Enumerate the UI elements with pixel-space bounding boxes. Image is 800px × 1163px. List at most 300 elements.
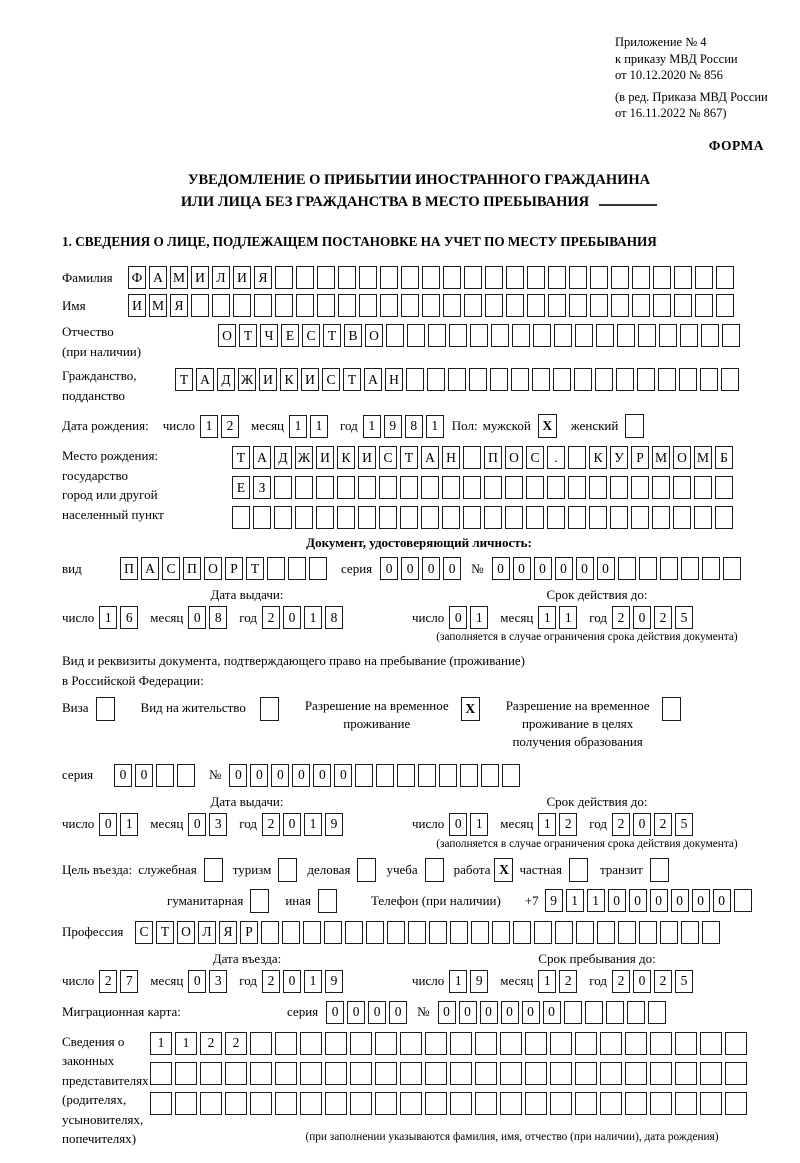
char-box[interactable]: 1 [470, 813, 488, 836]
char-box[interactable] [673, 476, 691, 499]
char-box[interactable]: 0 [449, 813, 467, 836]
char-box[interactable]: 0 [334, 764, 352, 787]
char-box[interactable] [553, 368, 571, 391]
char-box[interactable] [490, 368, 508, 391]
char-box[interactable] [534, 921, 552, 944]
char-box[interactable]: 1 [470, 606, 488, 629]
char-box[interactable]: 1 [304, 813, 322, 836]
char-box[interactable] [511, 368, 529, 391]
char-box[interactable]: 0 [368, 1001, 386, 1024]
char-box[interactable] [625, 1092, 647, 1115]
char-box[interactable]: 0 [188, 970, 206, 993]
char-box[interactable]: 2 [654, 970, 672, 993]
char-box[interactable] [681, 921, 699, 944]
char-box[interactable]: С [135, 921, 153, 944]
char-box[interactable] [439, 764, 457, 787]
char-box[interactable] [406, 368, 424, 391]
char-box[interactable]: 2 [559, 813, 577, 836]
char-box[interactable] [156, 764, 174, 787]
char-box[interactable] [274, 476, 292, 499]
char-box[interactable] [512, 324, 530, 347]
char-box[interactable] [673, 506, 691, 529]
char-box[interactable] [379, 506, 397, 529]
char-box[interactable]: К [280, 368, 298, 391]
char-box[interactable]: 0 [438, 1001, 456, 1024]
char-box[interactable] [421, 506, 439, 529]
char-box[interactable] [725, 1092, 747, 1115]
char-box[interactable]: 1 [449, 970, 467, 993]
char-box[interactable] [618, 557, 636, 580]
char-box[interactable]: Т [239, 324, 257, 347]
char-box[interactable] [500, 1032, 522, 1055]
purpose-tourism-checkbox[interactable] [278, 858, 297, 882]
char-box[interactable] [460, 764, 478, 787]
char-box[interactable]: 8 [325, 606, 343, 629]
char-box[interactable]: 5 [675, 970, 693, 993]
char-box[interactable]: 1 [426, 415, 444, 438]
char-box[interactable]: 9 [384, 415, 402, 438]
char-box[interactable] [575, 1032, 597, 1055]
char-box[interactable] [660, 921, 678, 944]
char-box[interactable] [397, 764, 415, 787]
char-box[interactable]: О [218, 324, 236, 347]
char-box[interactable] [359, 266, 377, 289]
char-box[interactable] [585, 1001, 603, 1024]
char-box[interactable] [547, 506, 565, 529]
char-box[interactable]: 2 [262, 606, 280, 629]
char-box[interactable] [625, 1032, 647, 1055]
char-box[interactable]: С [379, 446, 397, 469]
char-box[interactable]: А [149, 266, 167, 289]
char-box[interactable]: 0 [326, 1001, 344, 1024]
char-box[interactable]: 1 [538, 813, 556, 836]
char-box[interactable] [484, 506, 502, 529]
char-box[interactable] [355, 764, 373, 787]
char-box[interactable] [625, 1062, 647, 1085]
char-box[interactable] [261, 921, 279, 944]
char-box[interactable]: М [170, 266, 188, 289]
char-box[interactable] [648, 1001, 666, 1024]
char-box[interactable]: 1 [120, 813, 138, 836]
char-box[interactable]: 1 [538, 970, 556, 993]
char-box[interactable]: 0 [713, 889, 731, 912]
char-box[interactable] [525, 1092, 547, 1115]
char-box[interactable]: 5 [675, 813, 693, 836]
char-box[interactable] [694, 476, 712, 499]
char-box[interactable] [695, 266, 713, 289]
char-box[interactable]: Н [442, 446, 460, 469]
char-box[interactable] [464, 294, 482, 317]
visa-checkbox[interactable] [96, 697, 115, 721]
char-box[interactable] [250, 1062, 272, 1085]
char-box[interactable] [400, 1062, 422, 1085]
char-box[interactable]: 1 [559, 606, 577, 629]
char-box[interactable] [702, 921, 720, 944]
char-box[interactable]: 2 [612, 813, 630, 836]
char-box[interactable]: О [505, 446, 523, 469]
char-box[interactable]: Т [246, 557, 264, 580]
char-box[interactable] [533, 324, 551, 347]
char-box[interactable] [675, 1092, 697, 1115]
char-box[interactable] [400, 1032, 422, 1055]
char-box[interactable] [527, 266, 545, 289]
char-box[interactable]: Е [281, 324, 299, 347]
char-box[interactable] [380, 266, 398, 289]
char-box[interactable]: Б [715, 446, 733, 469]
temporary-residence-education-checkbox[interactable] [662, 697, 681, 721]
char-box[interactable]: 0 [347, 1001, 365, 1024]
char-box[interactable] [680, 324, 698, 347]
char-box[interactable]: 0 [692, 889, 710, 912]
char-box[interactable] [324, 921, 342, 944]
char-box[interactable]: Т [175, 368, 193, 391]
char-box[interactable] [492, 921, 510, 944]
char-box[interactable] [464, 266, 482, 289]
char-box[interactable] [485, 294, 503, 317]
char-box[interactable]: 2 [221, 415, 239, 438]
char-box[interactable] [548, 266, 566, 289]
char-box[interactable] [700, 1032, 722, 1055]
char-box[interactable] [443, 294, 461, 317]
char-box[interactable] [380, 294, 398, 317]
char-box[interactable] [274, 506, 292, 529]
char-box[interactable] [425, 1062, 447, 1085]
char-box[interactable] [575, 324, 593, 347]
char-box[interactable]: Т [343, 368, 361, 391]
char-box[interactable]: 1 [566, 889, 584, 912]
char-box[interactable] [250, 1092, 272, 1115]
char-box[interactable] [569, 266, 587, 289]
char-box[interactable]: 0 [401, 557, 419, 580]
char-box[interactable] [568, 506, 586, 529]
char-box[interactable]: 0 [292, 764, 310, 787]
char-box[interactable] [150, 1092, 172, 1115]
char-box[interactable]: 7 [120, 970, 138, 993]
char-box[interactable] [448, 368, 466, 391]
char-box[interactable]: . [547, 446, 565, 469]
char-box[interactable]: 0 [422, 557, 440, 580]
char-box[interactable] [233, 294, 251, 317]
char-box[interactable] [702, 557, 720, 580]
char-box[interactable]: Ж [295, 446, 313, 469]
char-box[interactable] [350, 1032, 372, 1055]
char-box[interactable] [317, 266, 335, 289]
char-box[interactable] [275, 1032, 297, 1055]
char-box[interactable]: М [149, 294, 167, 317]
char-box[interactable] [225, 1062, 247, 1085]
char-box[interactable] [421, 476, 439, 499]
char-box[interactable] [505, 506, 523, 529]
char-box[interactable] [303, 921, 321, 944]
char-box[interactable]: А [421, 446, 439, 469]
char-box[interactable]: 2 [612, 606, 630, 629]
char-box[interactable]: 2 [612, 970, 630, 993]
char-box[interactable] [491, 324, 509, 347]
char-box[interactable] [425, 1092, 447, 1115]
char-box[interactable] [715, 476, 733, 499]
char-box[interactable] [427, 368, 445, 391]
char-box[interactable] [674, 294, 692, 317]
char-box[interactable] [716, 294, 734, 317]
char-box[interactable]: И [316, 446, 334, 469]
char-box[interactable]: Я [254, 266, 272, 289]
purpose-work-checkbox[interactable]: X [494, 858, 513, 882]
char-box[interactable]: 2 [654, 606, 672, 629]
char-box[interactable] [575, 1062, 597, 1085]
char-box[interactable] [337, 506, 355, 529]
char-box[interactable] [325, 1062, 347, 1085]
char-box[interactable] [701, 324, 719, 347]
char-box[interactable]: Л [198, 921, 216, 944]
char-box[interactable] [375, 1092, 397, 1115]
char-box[interactable] [375, 1032, 397, 1055]
char-box[interactable] [449, 324, 467, 347]
char-box[interactable]: О [204, 557, 222, 580]
char-box[interactable]: 0 [633, 970, 651, 993]
char-box[interactable]: 0 [271, 764, 289, 787]
char-box[interactable]: 0 [188, 813, 206, 836]
char-box[interactable] [500, 1062, 522, 1085]
char-box[interactable] [631, 476, 649, 499]
char-box[interactable] [526, 506, 544, 529]
char-box[interactable] [191, 294, 209, 317]
char-box[interactable]: 2 [262, 970, 280, 993]
char-box[interactable]: 0 [608, 889, 626, 912]
purpose-private-checkbox[interactable] [569, 858, 588, 882]
char-box[interactable]: 1 [289, 415, 307, 438]
char-box[interactable] [325, 1032, 347, 1055]
char-box[interactable]: С [526, 446, 544, 469]
char-box[interactable] [618, 921, 636, 944]
char-box[interactable] [275, 294, 293, 317]
purpose-transit-checkbox[interactable] [650, 858, 669, 882]
char-box[interactable]: И [259, 368, 277, 391]
char-box[interactable] [555, 921, 573, 944]
char-box[interactable] [442, 476, 460, 499]
char-box[interactable] [550, 1062, 572, 1085]
char-box[interactable] [700, 1092, 722, 1115]
char-box[interactable] [177, 764, 195, 787]
char-box[interactable] [253, 506, 271, 529]
char-box[interactable]: Ч [260, 324, 278, 347]
char-box[interactable]: 0 [99, 813, 117, 836]
char-box[interactable] [632, 294, 650, 317]
char-box[interactable]: 2 [225, 1032, 247, 1055]
char-box[interactable] [450, 1062, 472, 1085]
char-box[interactable] [316, 506, 334, 529]
char-box[interactable] [679, 368, 697, 391]
char-box[interactable] [554, 324, 572, 347]
char-box[interactable] [653, 266, 671, 289]
char-box[interactable] [463, 476, 481, 499]
char-box[interactable] [425, 1032, 447, 1055]
char-box[interactable] [337, 476, 355, 499]
char-box[interactable] [652, 506, 670, 529]
char-box[interactable]: И [358, 446, 376, 469]
char-box[interactable]: 1 [175, 1032, 197, 1055]
char-box[interactable]: В [344, 324, 362, 347]
char-box[interactable]: 0 [650, 889, 668, 912]
char-box[interactable]: 0 [629, 889, 647, 912]
char-box[interactable] [653, 294, 671, 317]
char-box[interactable] [725, 1062, 747, 1085]
char-box[interactable] [469, 368, 487, 391]
char-box[interactable] [600, 1032, 622, 1055]
char-box[interactable]: 3 [209, 970, 227, 993]
char-box[interactable] [366, 921, 384, 944]
char-box[interactable] [379, 476, 397, 499]
char-box[interactable]: С [322, 368, 340, 391]
char-box[interactable] [296, 266, 314, 289]
char-box[interactable] [675, 1032, 697, 1055]
char-box[interactable]: 6 [120, 606, 138, 629]
char-box[interactable]: Т [156, 921, 174, 944]
temporary-residence-checkbox[interactable]: X [461, 697, 480, 721]
char-box[interactable] [350, 1092, 372, 1115]
char-box[interactable]: 0 [633, 606, 651, 629]
char-box[interactable]: 0 [283, 813, 301, 836]
char-box[interactable] [401, 294, 419, 317]
char-box[interactable]: 9 [325, 813, 343, 836]
char-box[interactable]: А [364, 368, 382, 391]
char-box[interactable] [681, 557, 699, 580]
char-box[interactable]: Т [232, 446, 250, 469]
char-box[interactable] [611, 266, 629, 289]
char-box[interactable] [450, 921, 468, 944]
char-box[interactable] [386, 324, 404, 347]
char-box[interactable] [638, 324, 656, 347]
char-box[interactable] [659, 324, 677, 347]
char-box[interactable] [232, 506, 250, 529]
char-box[interactable] [694, 506, 712, 529]
char-box[interactable] [550, 1092, 572, 1115]
char-box[interactable]: 0 [114, 764, 132, 787]
char-box[interactable]: 0 [555, 557, 573, 580]
char-box[interactable] [600, 1092, 622, 1115]
char-box[interactable]: Р [240, 921, 258, 944]
char-box[interactable] [610, 476, 628, 499]
char-box[interactable]: 1 [310, 415, 328, 438]
char-box[interactable]: П [484, 446, 502, 469]
char-box[interactable] [505, 476, 523, 499]
char-box[interactable] [547, 476, 565, 499]
char-box[interactable] [650, 1032, 672, 1055]
char-box[interactable] [296, 294, 314, 317]
char-box[interactable] [660, 557, 678, 580]
char-box[interactable]: 9 [325, 970, 343, 993]
char-box[interactable] [502, 764, 520, 787]
char-box[interactable]: И [128, 294, 146, 317]
char-box[interactable]: С [162, 557, 180, 580]
char-box[interactable]: Т [323, 324, 341, 347]
purpose-study-checkbox[interactable] [425, 858, 444, 882]
char-box[interactable]: У [610, 446, 628, 469]
char-box[interactable] [627, 1001, 645, 1024]
char-box[interactable] [300, 1032, 322, 1055]
char-box[interactable] [338, 266, 356, 289]
char-box[interactable]: 2 [262, 813, 280, 836]
char-box[interactable]: 0 [283, 970, 301, 993]
char-box[interactable] [288, 557, 306, 580]
char-box[interactable] [387, 921, 405, 944]
char-box[interactable]: 0 [576, 557, 594, 580]
char-box[interactable] [590, 266, 608, 289]
char-box[interactable]: Т [400, 446, 418, 469]
char-box[interactable]: 0 [501, 1001, 519, 1024]
char-box[interactable]: 0 [480, 1001, 498, 1024]
char-box[interactable] [506, 266, 524, 289]
char-box[interactable] [564, 1001, 582, 1024]
char-box[interactable] [700, 368, 718, 391]
char-box[interactable]: Н [385, 368, 403, 391]
char-box[interactable] [631, 506, 649, 529]
char-box[interactable] [267, 557, 285, 580]
male-sex-checkbox[interactable]: X [538, 414, 557, 438]
char-box[interactable] [428, 324, 446, 347]
char-box[interactable]: А [253, 446, 271, 469]
char-box[interactable] [300, 1062, 322, 1085]
char-box[interactable] [175, 1062, 197, 1085]
char-box[interactable]: Ф [128, 266, 146, 289]
char-box[interactable]: 1 [304, 606, 322, 629]
char-box[interactable] [407, 324, 425, 347]
char-box[interactable] [400, 1092, 422, 1115]
char-box[interactable] [500, 1092, 522, 1115]
char-box[interactable] [200, 1092, 222, 1115]
char-box[interactable] [695, 294, 713, 317]
char-box[interactable] [470, 324, 488, 347]
char-box[interactable]: Р [225, 557, 243, 580]
purpose-business-checkbox[interactable] [357, 858, 376, 882]
char-box[interactable] [481, 764, 499, 787]
char-box[interactable]: И [191, 266, 209, 289]
char-box[interactable]: 2 [200, 1032, 222, 1055]
char-box[interactable]: 2 [99, 970, 117, 993]
char-box[interactable] [639, 557, 657, 580]
char-box[interactable]: 1 [304, 970, 322, 993]
char-box[interactable] [658, 368, 676, 391]
char-box[interactable]: О [365, 324, 383, 347]
char-box[interactable]: 0 [188, 606, 206, 629]
purpose-humanitarian-checkbox[interactable] [250, 889, 269, 913]
char-box[interactable] [316, 476, 334, 499]
char-box[interactable]: 1 [587, 889, 605, 912]
char-box[interactable] [574, 368, 592, 391]
char-box[interactable] [715, 506, 733, 529]
char-box[interactable] [610, 506, 628, 529]
char-box[interactable] [590, 294, 608, 317]
char-box[interactable] [721, 368, 739, 391]
char-box[interactable]: Р [631, 446, 649, 469]
char-box[interactable] [175, 1092, 197, 1115]
char-box[interactable]: 3 [209, 813, 227, 836]
char-box[interactable]: 0 [449, 606, 467, 629]
char-box[interactable] [568, 446, 586, 469]
char-box[interactable] [568, 476, 586, 499]
char-box[interactable] [525, 1032, 547, 1055]
char-box[interactable] [463, 446, 481, 469]
char-box[interactable] [422, 266, 440, 289]
char-box[interactable] [225, 1092, 247, 1115]
char-box[interactable]: 1 [150, 1032, 172, 1055]
char-box[interactable] [250, 1032, 272, 1055]
char-box[interactable]: 0 [459, 1001, 477, 1024]
char-box[interactable]: И [301, 368, 319, 391]
female-sex-checkbox[interactable] [625, 414, 644, 438]
char-box[interactable] [295, 476, 313, 499]
char-box[interactable]: 8 [405, 415, 423, 438]
char-box[interactable] [611, 294, 629, 317]
